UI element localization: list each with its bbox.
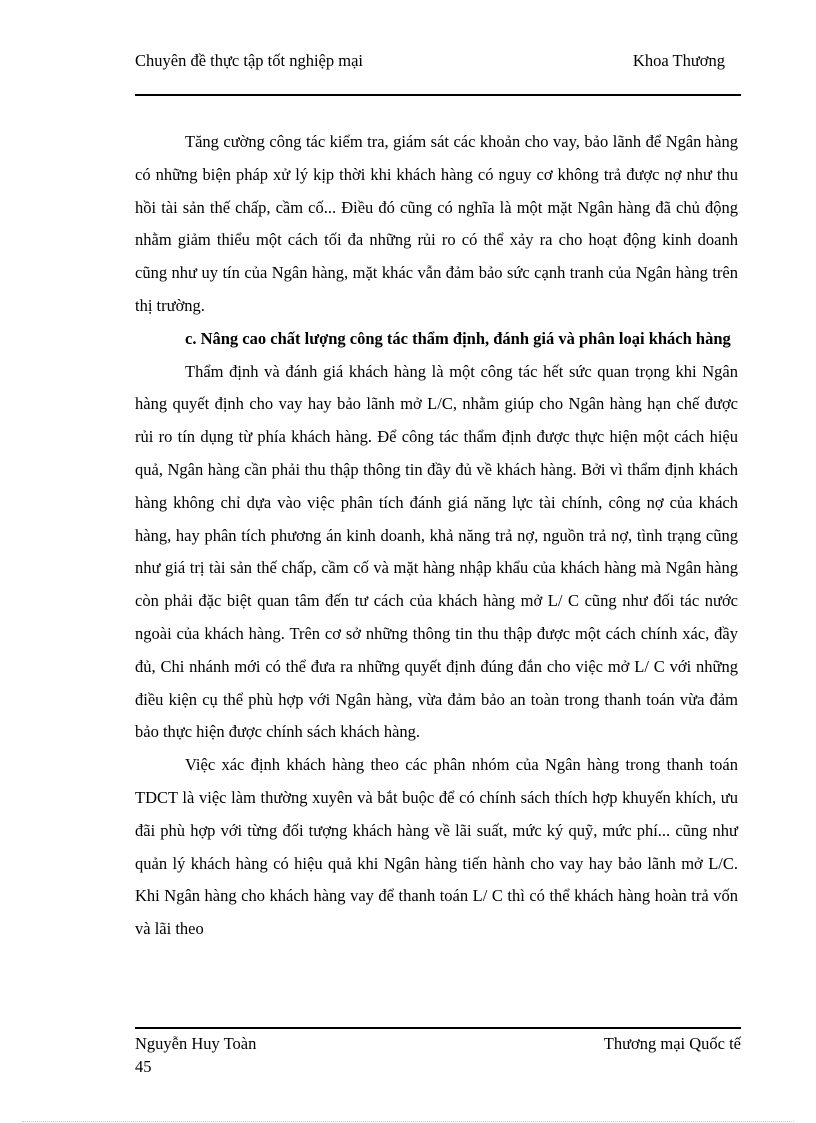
header-document-title: Chuyên đề thực tập tốt nghiệp mại (135, 51, 363, 70)
paragraph-monitoring: Tăng cường công tác kiểm tra, giám sát các khoản cho vay, bảo lãnh để Ngân hàng có những biện pháp xử lý kịp thời khi khách hàng có nguy cơ không trả được nợ như thu hồi tài sản thế chấp, cầm cố... Điều đó cũng có nghĩa là một mặt Ngân hàng đã chủ động nhằm giảm thiểu một cách tối đa những rủi ro có thể xảy ra cho hoạt động kinh doanh cũng như uy tín của Ngân hàng, mặt khác vẫn đảm bảo sức cạnh tranh của Ngân hàng trên thị trường. (135, 132, 738, 315)
footer-major: Thương mại Quốc tế (603, 1034, 741, 1053)
header-divider (135, 94, 741, 96)
page-header (135, 50, 741, 94)
section-heading: c. Nâng cao chất lượng công tác thẩm định, đánh giá và phân loại khách hàng (185, 328, 731, 348)
paragraph-appraisal: Thẩm định và đánh giá khách hàng là một công tác hết sức quan trọng khi Ngân hàng quyết định cho vay hay bảo lãnh mở L/C, nhằm giúp cho Ngân hàng hạn chế được rủi ro tín dụng từ phía khách hàng. Để công tác thẩm định được thực hiện một cách hiệu quả, Ngân hàng cần phải thu thập thông tin đầy đủ về khách hàng. Bởi vì thẩm định khách hàng không chỉ dựa vào việc phân tích đánh giá năng lực tài chính, công nợ của khách hàng, hay phân tích phương án kinh doanh, khả năng trả nợ, nguồn trả nợ, tình trạng cũng như giá trị tài sản thế chấp, cầm cố và mặt hàng nhập khẩu của khách hàng mà Ngân hàng còn phải đặc biệt quan tâm đến tư cách của khách hàng mở L/ C cũng như đối tác nước ngoài của khách hàng. Trên cơ sở những thông tin thu thập được một cách chính xác, đầy đủ, Chi nhánh mới có thể đưa ra những quyết định đúng đắn cho việc mở L/ C với những điều kiện cụ thể phù hợp với Ngân hàng, vừa đảm bảo an toàn trong thanh toán vừa đảm bảo thực hiện được chính sách khách hàng. (135, 361, 738, 742)
footer-author: Nguyễn Huy Toàn (135, 1034, 257, 1053)
header-faculty: Khoa Thương (632, 51, 725, 70)
paragraph-classification: Việc xác định khách hàng theo các phân nhóm của Ngân hàng trong thanh toán TDCT là việc làm thường xuyên và bắt buộc để có chính sách thích hợp khuyến khích, ưu đãi phù hợp với từng đối tượng khách hàng về lãi suất, mức ký quỹ, mức phí... cũng như quản lý khách hàng có hiệu quả khi Ngân hàng tiến hành cho vay hay bảo lãnh mở L/C. Khi Ngân hàng cho khách hàng vay để thanh toán L/ C thì có thể khách hàng hoàn trả vốn và lãi theo (135, 755, 738, 939)
page-body (135, 126, 738, 946)
footer-divider (135, 1027, 741, 1029)
page-bottom-edge (22, 1121, 794, 1122)
page-number: 45 (135, 1057, 152, 1076)
